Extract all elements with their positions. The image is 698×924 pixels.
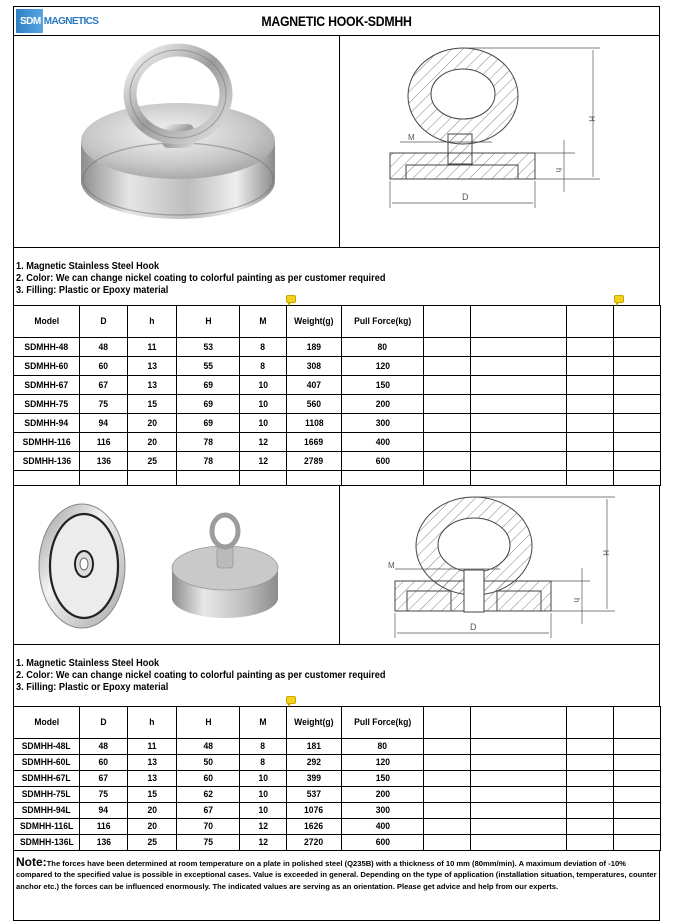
technical-drawing-2: [340, 486, 659, 644]
header-empty: [614, 707, 661, 739]
cell-weight: 399: [287, 771, 342, 787]
cell-empty: [424, 755, 471, 771]
cell-empty: [240, 471, 287, 486]
cell-pull-force: 80: [342, 338, 424, 357]
note-label: Note:: [16, 855, 47, 869]
cell-empty: [567, 755, 614, 771]
cell-D: 75: [80, 395, 128, 414]
header-empty: [424, 707, 471, 739]
logo-magnetics: MAGNETICS: [43, 15, 99, 27]
cell-D: 60: [80, 357, 128, 376]
section2-image-row: [13, 486, 660, 644]
feature-line-1: 1. Magnetic Stainless Steel Hook: [16, 261, 160, 272]
cell-empty: [567, 376, 614, 395]
cell-empty: [14, 471, 80, 486]
logo-sdm: SDM: [16, 9, 43, 33]
cell-empty: [567, 414, 614, 433]
cell-empty: [614, 755, 661, 771]
technical-drawing-1: [340, 36, 659, 247]
header-H: H: [177, 306, 240, 338]
cell-empty: [567, 835, 614, 851]
header-h: h: [128, 306, 177, 338]
cell-empty: [471, 771, 567, 787]
cell-empty: [614, 835, 661, 851]
cell-H: 69: [177, 376, 240, 395]
cell-M: 10: [240, 787, 287, 803]
table-row: [14, 835, 661, 851]
cell-empty: [567, 787, 614, 803]
cell-empty: [342, 471, 424, 486]
table-row: [14, 452, 661, 471]
cell-empty: [614, 739, 661, 755]
cell-h: 13: [128, 376, 177, 395]
cell-empty: [287, 471, 342, 486]
cell-empty: [424, 787, 471, 803]
table-header-row: [14, 707, 661, 739]
cell-weight: 1108: [287, 414, 342, 433]
cell-model: SDMHH-48L: [14, 739, 80, 755]
header-H: H: [177, 707, 240, 739]
cell-weight: 189: [287, 338, 342, 357]
table-row: [14, 787, 661, 803]
header-weight: Weight(g): [287, 707, 342, 739]
dimension-h-label: h: [554, 168, 563, 173]
cell-weight: 2720: [287, 835, 342, 851]
hook-cross-section-drawing: [340, 486, 659, 644]
product-photo-2: [14, 486, 340, 644]
cell-weight: 292: [287, 755, 342, 771]
cell-empty: [614, 787, 661, 803]
cell-h: 15: [128, 787, 177, 803]
cell-empty: [614, 338, 661, 357]
cell-H: 69: [177, 414, 240, 433]
header-model: Model: [14, 306, 80, 338]
cell-M: 8: [240, 755, 287, 771]
cell-H: 53: [177, 338, 240, 357]
cell-pull-force: 600: [342, 452, 424, 471]
cell-H: 70: [177, 819, 240, 835]
cell-pull-force: 120: [342, 357, 424, 376]
cell-D: 75: [80, 787, 128, 803]
cell-weight: 181: [287, 739, 342, 755]
spec-table-1: [13, 305, 661, 486]
dimension-M-label: M: [388, 561, 395, 570]
cell-empty: [567, 452, 614, 471]
dimension-H-label: H: [587, 116, 596, 122]
cell-M: 12: [240, 433, 287, 452]
dimension-H-label: H: [601, 550, 610, 556]
cell-empty: [614, 819, 661, 835]
header-pull-force: Pull Force(kg): [342, 306, 424, 338]
dimension-M-label: M: [408, 133, 415, 142]
cell-M: 10: [240, 771, 287, 787]
cell-pull-force: 400: [342, 433, 424, 452]
cell-weight: 537: [287, 787, 342, 803]
cell-empty: [424, 376, 471, 395]
table-row: [14, 395, 661, 414]
cell-pull-force: 200: [342, 395, 424, 414]
cell-M: 12: [240, 452, 287, 471]
cell-model: SDMHH-60L: [14, 755, 80, 771]
cell-weight: 308: [287, 357, 342, 376]
cell-D: 48: [80, 739, 128, 755]
table-row: [14, 357, 661, 376]
table-row: [14, 433, 661, 452]
cell-empty: [424, 395, 471, 414]
header-model: Model: [14, 707, 80, 739]
section1-image-row: [13, 35, 660, 247]
table-row: [14, 338, 661, 357]
cell-empty: [471, 452, 567, 471]
cell-empty: [424, 471, 471, 486]
cell-H: 78: [177, 452, 240, 471]
cell-empty: [424, 452, 471, 471]
cell-model: SDMHH-75: [14, 395, 80, 414]
cell-empty: [424, 819, 471, 835]
header-empty: [614, 306, 661, 338]
cell-H: 55: [177, 357, 240, 376]
cell-pull-force: 150: [342, 376, 424, 395]
header-empty: [471, 707, 567, 739]
table-row: [14, 819, 661, 835]
cell-empty: [567, 803, 614, 819]
cell-empty: [567, 357, 614, 376]
magnetic-hook-front-and-side-photo: [14, 486, 340, 644]
cell-weight: 560: [287, 395, 342, 414]
cell-pull-force: 80: [342, 739, 424, 755]
cell-empty: [424, 433, 471, 452]
section2-description: [13, 644, 660, 706]
cell-h: 13: [128, 755, 177, 771]
cell-empty: [424, 803, 471, 819]
cell-empty: [471, 835, 567, 851]
cell-empty: [471, 471, 567, 486]
cell-H: 50: [177, 755, 240, 771]
cell-model: SDMHH-116L: [14, 819, 80, 835]
cell-h: 13: [128, 357, 177, 376]
cell-H: 48: [177, 739, 240, 755]
feature-line-2: 2. Color: We can change nickel coating to colorful painting as per customer required: [16, 670, 386, 681]
cell-H: 60: [177, 771, 240, 787]
cell-empty: [471, 433, 567, 452]
cell-empty: [471, 803, 567, 819]
cell-pull-force: 200: [342, 787, 424, 803]
cell-empty: [471, 376, 567, 395]
cell-weight: 1626: [287, 819, 342, 835]
header-empty: [567, 306, 614, 338]
cell-h: 25: [128, 835, 177, 851]
spec-table-2: [13, 706, 661, 851]
cell-model: SDMHH-94: [14, 414, 80, 433]
hook-cross-section-drawing: [340, 36, 659, 247]
cell-M: 10: [240, 414, 287, 433]
cell-M: 10: [240, 803, 287, 819]
cell-empty: [424, 835, 471, 851]
cell-M: 10: [240, 395, 287, 414]
cell-D: 136: [80, 835, 128, 851]
cell-model: SDMHH-136: [14, 452, 80, 471]
header-h: h: [128, 707, 177, 739]
cell-empty: [471, 739, 567, 755]
cell-pull-force: 400: [342, 819, 424, 835]
header-empty: [471, 306, 567, 338]
cell-model: SDMHH-60: [14, 357, 80, 376]
dimension-D-label: D: [470, 622, 477, 632]
cell-pull-force: 150: [342, 771, 424, 787]
cell-D: 116: [80, 819, 128, 835]
header-M: M: [240, 306, 287, 338]
cell-empty: [471, 819, 567, 835]
cell-weight: 407: [287, 376, 342, 395]
dimension-h-label: h: [572, 598, 581, 603]
header-M: M: [240, 707, 287, 739]
header-D: D: [80, 707, 128, 739]
table-row: [14, 803, 661, 819]
cell-h: 13: [128, 771, 177, 787]
cell-D: 60: [80, 755, 128, 771]
disclaimer-note: [13, 851, 660, 921]
cell-empty: [567, 395, 614, 414]
cell-weight: 1076: [287, 803, 342, 819]
cell-empty: [614, 471, 661, 486]
table-row: [14, 376, 661, 395]
cell-empty: [614, 395, 661, 414]
page-title: MAGNETIC HOOK-SDMHH: [261, 13, 412, 29]
table-header-row: [14, 306, 661, 338]
cell-empty: [471, 755, 567, 771]
cell-empty: [614, 433, 661, 452]
cell-pull-force: 600: [342, 835, 424, 851]
cell-empty: [567, 819, 614, 835]
cell-h: 25: [128, 452, 177, 471]
comment-marker-icon[interactable]: [614, 295, 624, 303]
cell-H: 62: [177, 787, 240, 803]
cell-empty: [471, 414, 567, 433]
cell-D: 94: [80, 414, 128, 433]
cell-H: 75: [177, 835, 240, 851]
comment-marker-icon[interactable]: [286, 696, 296, 704]
cell-empty: [614, 803, 661, 819]
cell-empty: [471, 357, 567, 376]
cell-model: SDMHH-75L: [14, 787, 80, 803]
section1-description: [13, 247, 660, 305]
datasheet-page: [13, 6, 660, 921]
cell-pull-force: 300: [342, 414, 424, 433]
cell-empty: [567, 739, 614, 755]
cell-D: 116: [80, 433, 128, 452]
cell-weight: 2789: [287, 452, 342, 471]
feature-line-3: 3. Filling: Plastic or Epoxy material: [16, 285, 169, 296]
cell-empty: [614, 376, 661, 395]
cell-M: 10: [240, 376, 287, 395]
header-empty: [424, 306, 471, 338]
note-text: The forces have been determined at room temperature on a plate in polished steel (Q235B) with a thickness of 10 mm (80mm/min). A maximum deviation of -10% compared to the specified value is possible in exceptional cases. Value is exceeded in general. Depending on the type of application (installation situation, temperatures, counter anchor etc.) the forces can be influenced enormously. The indicated values are serving as an orientation. Please get advice and help from our experts.: [16, 859, 657, 891]
cell-empty: [80, 471, 128, 486]
table-row: [14, 771, 661, 787]
feature-line-3: 3. Filling: Plastic or Epoxy material: [16, 682, 169, 693]
cell-empty: [471, 338, 567, 357]
cell-model: SDMHH-116: [14, 433, 80, 452]
cell-empty: [424, 338, 471, 357]
cell-empty: [424, 739, 471, 755]
cell-empty: [567, 433, 614, 452]
cell-empty: [424, 414, 471, 433]
header-weight: Weight(g): [287, 306, 342, 338]
table-row: [14, 739, 661, 755]
cell-D: 136: [80, 452, 128, 471]
cell-empty: [567, 471, 614, 486]
cell-weight: 1669: [287, 433, 342, 452]
cell-empty: [614, 452, 661, 471]
cell-D: 48: [80, 338, 128, 357]
table-row-empty: [14, 471, 661, 486]
cell-model: SDMHH-136L: [14, 835, 80, 851]
cell-D: 94: [80, 803, 128, 819]
cell-pull-force: 120: [342, 755, 424, 771]
cell-h: 20: [128, 803, 177, 819]
cell-D: 67: [80, 376, 128, 395]
cell-M: 12: [240, 835, 287, 851]
cell-empty: [614, 771, 661, 787]
cell-h: 15: [128, 395, 177, 414]
cell-empty: [177, 471, 240, 486]
cell-empty: [471, 395, 567, 414]
cell-empty: [567, 771, 614, 787]
header-D: D: [80, 306, 128, 338]
cell-H: 69: [177, 395, 240, 414]
cell-H: 78: [177, 433, 240, 452]
cell-empty: [471, 787, 567, 803]
product-photo-1: [14, 36, 340, 247]
cell-empty: [424, 771, 471, 787]
magnetic-hook-photo: [14, 36, 340, 247]
cell-M: 8: [240, 739, 287, 755]
cell-model: SDMHH-94L: [14, 803, 80, 819]
cell-M: 12: [240, 819, 287, 835]
table-row: [14, 755, 661, 771]
cell-D: 67: [80, 771, 128, 787]
cell-empty: [567, 338, 614, 357]
cell-h: 20: [128, 819, 177, 835]
cell-H: 67: [177, 803, 240, 819]
feature-line-2: 2. Color: We can change nickel coating to colorful painting as per customer required: [16, 273, 386, 284]
cell-model: SDMHH-48: [14, 338, 80, 357]
cell-M: 8: [240, 357, 287, 376]
header-empty: [567, 707, 614, 739]
cell-empty: [614, 414, 661, 433]
table-row: [14, 414, 661, 433]
feature-line-1: 1. Magnetic Stainless Steel Hook: [16, 658, 160, 669]
cell-h: 20: [128, 414, 177, 433]
cell-empty: [614, 357, 661, 376]
cell-h: 11: [128, 739, 177, 755]
cell-M: 8: [240, 338, 287, 357]
cell-empty: [424, 357, 471, 376]
cell-pull-force: 300: [342, 803, 424, 819]
cell-model: SDMHH-67: [14, 376, 80, 395]
page-header: [13, 6, 660, 35]
cell-h: 20: [128, 433, 177, 452]
comment-marker-icon[interactable]: [286, 295, 296, 303]
dimension-D-label: D: [462, 192, 469, 202]
cell-h: 11: [128, 338, 177, 357]
header-pull-force: Pull Force(kg): [342, 707, 424, 739]
cell-model: SDMHH-67L: [14, 771, 80, 787]
cell-empty: [128, 471, 177, 486]
